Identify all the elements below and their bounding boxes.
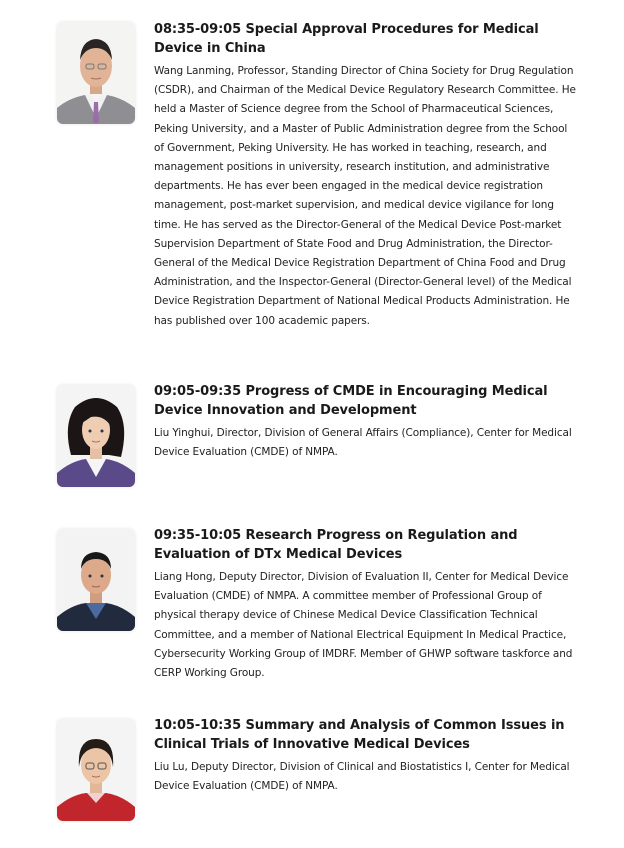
speaker-bio: Liu Lu, Deputy Director, Division of Clinical and Biostatistics I, Center for Medical Device Evaluation (CMDE) of NMPA.	[154, 761, 570, 793]
speaker-text	[154, 526, 580, 683]
speaker-text	[154, 716, 580, 796]
speaker-text	[154, 382, 580, 462]
speaker-photo	[57, 719, 135, 821]
session-title: 10:05-10:35 Summary and Analysis of Common Issues in Clinical Trials of Innovative Medical Devices	[154, 718, 565, 752]
speaker-photo	[57, 385, 135, 487]
speaker-bio: Liu Yinghui, Director, Division of General Affairs (Compliance), Center for Medical Device Evaluation (CMDE) of NMPA.	[154, 427, 572, 459]
session-title: 09:05-09:35 Progress of CMDE in Encouraging Medical Device Innovation and Development	[154, 384, 548, 418]
speaker-bio: Liang Hong, Deputy Director, Division of Evaluation II, Center for Medical Device Evaluation (CMDE) of NMPA. A committee member of Professional Group of physical therapy device of Chinese Medical Device Classification Technical Committee, and a member of National Electrical Equipment In Medical Practice, Cybersecurity Working Group of IMDRF. Member of GHWP software taskforce and CERP Working Group.	[154, 571, 573, 680]
session-title: 09:35-10:05 Research Progress on Regulation and Evaluation of DTx Medical Devices	[154, 528, 518, 562]
speaker-photo	[57, 529, 135, 631]
speaker-photo	[57, 22, 135, 124]
speaker-text	[154, 20, 580, 331]
speaker-bio: Wang Lanming, Professor, Standing Director of China Society for Drug Regulation (CSDR), and Chairman of the Medical Device Regulatory Research Committee. He held a Master of Science degree from the School of Pharmaceutical Sciences, Peking University, and a Master of Public Administration degree from the School of Government, Peking University. He has worked in teaching, research, and management positions in university, research institution, and administrative departments. He has ever been engaged in the medical device registration management, post-market supervision, and medical device vigilance for long time. He has served as the Director-General of the Medical Device Post-market Supervision Department of State Food and Drug Administration, the Director-General of the Medical Device Registration Department of China Food and Drug Administration, and the Inspector-General (Director-General level) of the Medical Device Registration Department of National Medical Products Administration. He has published over 100 academic papers.	[154, 65, 576, 327]
session-title: 08:35-09:05 Special Approval Procedures for Medical Device in China	[154, 22, 539, 56]
